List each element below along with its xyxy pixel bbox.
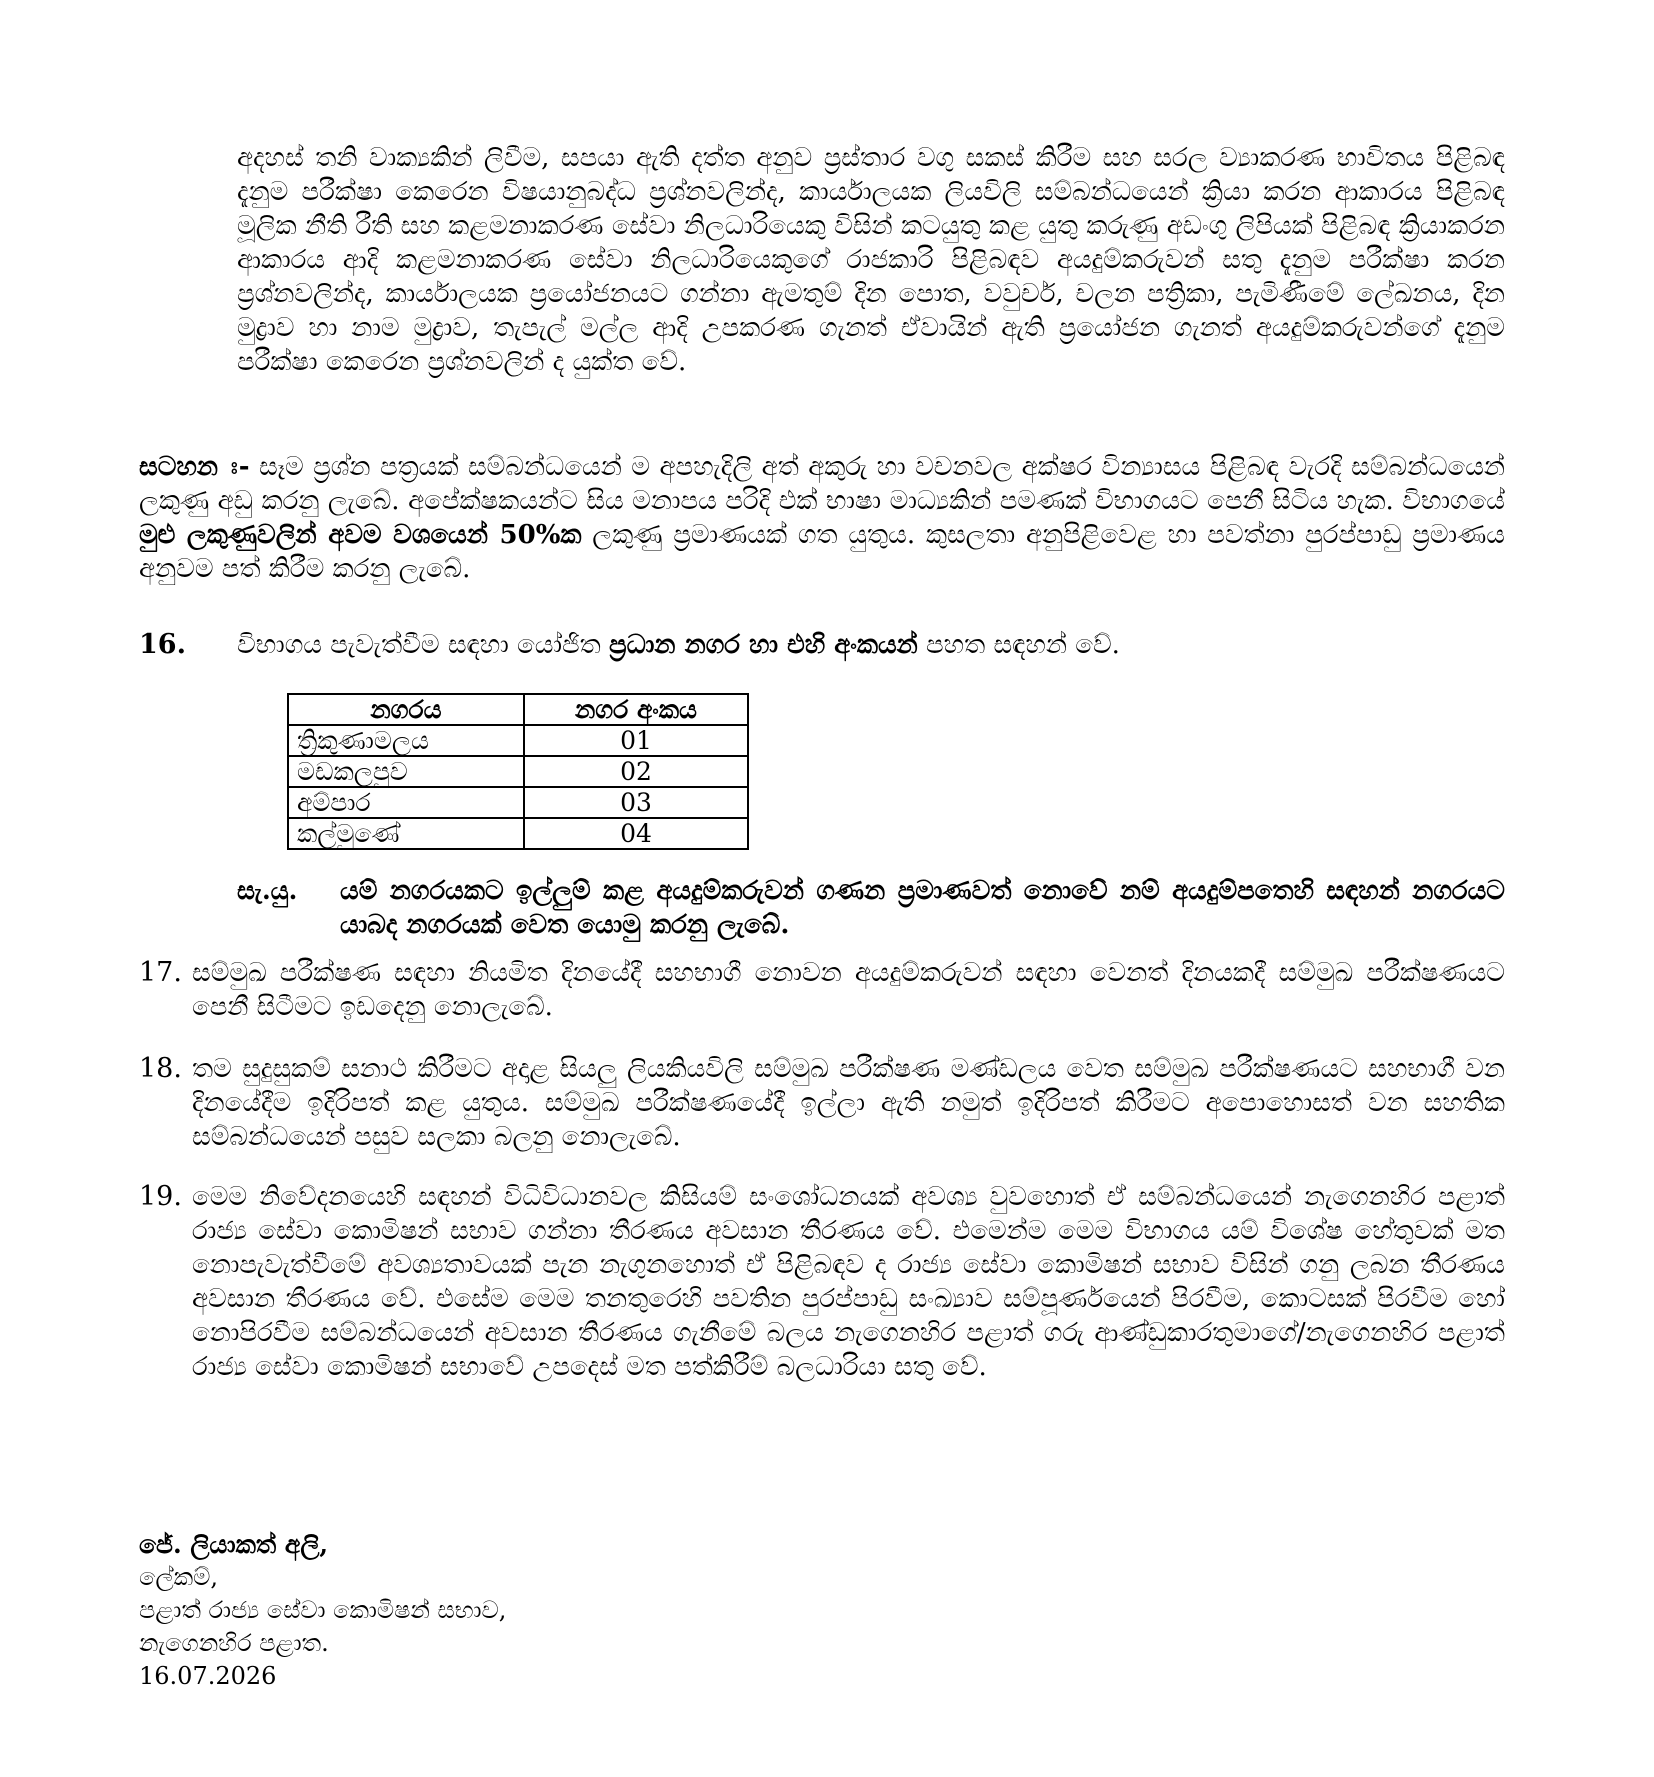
city-name: කල්මුණේ [288,818,524,849]
note-bold-text: මුළු ලකුණුවලින් අවම වශයෙන් 50%ක [139,520,582,550]
signatory-organization: පළාත් රාජ්‍ය සේවා කොමිෂන් සභාව, [139,1596,507,1624]
city-name: අම්පාර [288,787,524,818]
signature-date: 16.07.2026 [139,1662,277,1690]
table-row [288,787,748,818]
city-number: 02 [524,756,748,787]
intro-paragraph: අදහස් තනි වාක්‍යකින් ලිවීම, සපයා ඇති දත්ත අනුව ප්‍රස්තාර වගු සකස් කිරීම සහ සරල ව්‍යාකරණ භාවිතය පිළිබඳ දැනුම පරීක්ෂා කෙරෙන විෂයානුබද්ධ ප්‍රශ්නවලින්ද, කාර්යාලයක ලියවිලි සම්බන්ධයෙන් ක්‍රියා කරන ආකාරය පිළිබඳ මූලික නීති රීති සහ කළමනාකරණ සේවා නිලධාරියෙකු විසින් කටයුතු කළ යුතු කරුණු අඩංගු ලිපියක් පිළිබඳ ක්‍රියාකරන ආකාරය ආදි කළමනාකරණ සේවා නිලධාරියෙකුගේ රාජකාරි පිළිබඳව අයදුම්කරුවන් සතු දැනුම පරීක්ෂා කරන ප්‍රශ්නවලින්ද, කාර්යාලයක ප්‍රයෝජනයට ගන්නා ඇමතුම් දින පොත, වවුචර්, චලන පත්‍රිකා, පැමිණීමේ ලේඛනය, දින මුද්‍රාව හා නාම මුද්‍රාව, තැපැල් මල්ල ආදි උපකරණ ගැනත් ඒවායින් ඇති ප්‍රයෝජන ගැනත් අයදුම්කරුවන්ගේ දැනුම පරීක්ෂා කෙරෙන ප්‍රශ්නවලින් ද යුක්ත වේ. [237,143,1505,377]
city-number: 04 [524,818,748,849]
note-paragraph [139,450,1505,586]
city-name: ත්‍රිකුණාමලය [288,725,524,756]
table-header-row [288,694,748,725]
header-city-number: නගර අංකය [524,694,748,725]
section-16-bold-text: ප්‍රධාන නගර හා එහි අංකයන් [609,630,918,660]
section-16-text-2: පහත සඳහන් වේ. [917,630,1120,660]
table-row [288,725,748,756]
city-number: 01 [524,725,748,756]
signatory-title: ලේකම්, [139,1563,219,1591]
section-17-text: සම්මුඛ පරීක්ෂණ සඳහා නියමිත දිනයේදී සහභාගී නොවන අයදුම්කරුවන් සඳහා වෙනත් දිනයකදී සම්මුඛ පරීක්ෂණයට පෙනී සිටීමට ඉඩදෙනු නොලැබේ. [192,958,1505,1022]
section-18-number: 18. [139,1053,182,1084]
signatory-province: නැගෙනහිර පළාත. [139,1629,329,1657]
table-row [288,818,748,849]
note-label: සටහන ඃ- [139,452,250,482]
nb-label: සැ.යු. [237,876,298,905]
table-row [288,756,748,787]
section-18-text: තම සුදුසුකම් සනාථ කිරීමට අදාළ සියලු ලියකියවිලි සම්මුඛ පරීක්ෂණ මණ්ඩලය වෙත සම්මුඛ පරීක්ෂණයට සහභාගී වන දිනයේදීම ඉදිරිපත් කළ යුතුය. සම්මුඛ පරීක්ෂණයේදී ඉල්ලා ඇති නමුත් ඉදිරිපත් කිරීමට අපොහොසත් වන සහතික සම්බන්ධයෙන් පසුව සලකා බලනු නොලැබේ. [192,1054,1505,1152]
section-17-number: 17. [139,957,182,988]
nb-text: යම් නගරයකට ඉල්ලුම් කළ අයදුම්කරුවන් ගණන ප්‍රමාණවත් නොවේ නම් අයදුම්පතෙහි සඳහන් නගරයට යාබද නගරයක් වෙත යොමු කරනු ලැබේ. [340,876,1505,940]
section-16-number: 16. [139,629,186,660]
section-19-number: 19. [139,1181,182,1212]
header-city: නගරය [288,694,524,725]
section-19-text: මෙම නිවේදනයෙහි සඳහන් විධිවිධානවල කිසියම් සංශෝධනයක් අවශ්‍ය වුවහොත් ඒ සම්බන්ධයෙන් නැගෙනහිර පළාත් රාජ්‍ය සේවා කොමිෂන් සභාව ගන්නා තීරණය අවසාන තීරණය වේ. එමෙන්ම මෙම විභාගය යම් විශේෂ හේතුවක් මත නොපැවැත්වීමේ අවශ්‍යතාවයක් පැන නැගුනහොත් ඒ පිළිබඳව ද රාජ්‍ය සේවා කොමිෂන් සභාව විසින් ගනු ලබන තීරණය අවසාන තීරණය වේ. එසේම මෙම තනතුරෙහි පවතින පුරප්පාඩු සංඛ්‍යාව සම්පූර්ණයෙන් පිරවීම, කොටසක් පිරවීම හෝ නොපිරවීම සම්බන්ධයෙන් අවසාන තීරණය ගැනීමේ බලය නැගෙනහිර පළාත් ගරු ආණ්ඩුකාරතුමාගේ/නැගෙනහිර පළාත් රාජ්‍ය සේවා කොමිෂන් සභාවේ උපදෙස් මත පත්කිරීම් බලධාරියා සතු වේ. [192,1182,1505,1382]
section-16-text [237,628,1505,662]
city-table [287,693,749,850]
signatory-name: ජේ. ලියාකත් අලි, [139,1530,329,1559]
city-number: 03 [524,787,748,818]
city-name: මඩකලපුව [288,756,524,787]
note-text-1: සෑම ප්‍රශ්න පත්‍රයක් සම්බන්ධයෙන් ම අපහැදිලි අත් අකුරු හා වචනවල අක්ෂර වින්‍යාසය පිළිබඳ වැරදි සම්බන්ධයෙන් ලකුණු අඩු කරනු ලැබේ. අපේක්ෂකයන්ට සිය මනාපය පරිදි එක් භාෂා මාධ්‍යකින් පමණක් විභාගයට පෙනී සිටිය හැක. විභාගයේ [139,452,1505,516]
section-16-text-1: විභාගය පැවැත්වීම සඳහා යෝජිත [237,630,609,660]
note-text-2: ලකුණු ප්‍රමාණයක් ගත යුතුය. කුසලතා අනුපිළිවෙළ හා පවත්නා පුරප්පාඩු ප්‍රමාණය අනුවම පත් කිරීම කරනු ලැබේ. [139,520,1505,584]
